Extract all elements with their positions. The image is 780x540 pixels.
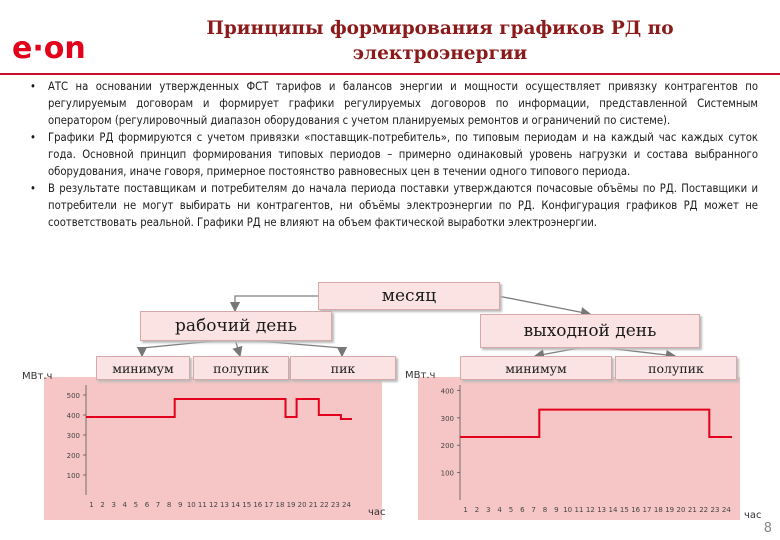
weekend-halfpeak-node: полупик [615,356,737,380]
page-title: Принципы формирования графиков РД по электроэнергии [206,18,674,64]
data-point [499,436,500,437]
data-point [703,409,704,410]
data-point [590,409,591,410]
y-tick-label: 300 [440,414,454,423]
data-point [624,409,625,410]
workday-halfpeak-node: полупик [193,356,289,380]
data-point [124,416,125,417]
data-point [180,398,181,399]
data-point [335,414,336,415]
y-tick-label: 200 [440,442,454,451]
data-point [680,409,681,410]
x-tick-label: 22 [319,501,329,509]
data-point [692,409,693,410]
x-tick-label: 1 [89,501,94,509]
bullet-text: В результате поставщикам и потребителям до начала периода поставки утверждаются почасовые объёмы по РД. Поставщики и потребители не могут выбирать ни контрагентов, ни объёмы электроэнергии по РД. Конфигурация графиков РД может не соответствовать реальной. Графики РД не влияют на объем фактической выработки электроэнергии. [48,182,758,229]
bullet-dot: • [30,80,36,93]
data-point [601,409,602,410]
x-tick-label: 21 [687,506,697,514]
data-point [279,398,280,399]
data-point [113,416,114,417]
data-point [235,398,236,399]
data-point [257,398,258,399]
connector-month-weekend [498,296,590,314]
data-point [578,409,579,410]
x-tick-label: 15 [242,501,252,509]
x-tick-label: 24 [341,501,351,509]
y-tick-label: 400 [66,412,80,420]
bullet-text: Графики РД формируются с учетом привязки «поставщик-потребитель», по типовым периодам и на каждый час каждых суток года. Основной принцип формирования типовых периодов – примерно одинаковый уровень нагрузки и состава выбранного оборудования, иначе говоря, примерное постоянство равновесных цен в течении одного типового периода. [48,131,758,178]
data-point [191,398,192,399]
data-point [476,436,477,437]
x-tick-label: 9 [177,501,183,509]
y-tick-label: 200 [66,452,80,460]
x-tick-label: 11 [574,506,584,514]
workday-node: рабочий день [140,311,332,341]
data-point [213,398,214,399]
y-tick-label: 400 [440,387,454,396]
x-tick-label: 21 [308,501,318,509]
x-tick-label: 19 [665,506,675,514]
x-tick-label: 18 [275,501,285,509]
x-tick-label: 17 [642,506,652,514]
connector-workday-peak [235,339,342,356]
x-tick-label: 10 [186,501,196,509]
series-line [86,399,352,419]
connector-workday-minimum [142,339,235,356]
data-point [135,416,136,417]
workday-peak-node: пик [290,356,396,380]
workday-minimum-node: минимум [96,356,190,380]
x-tick-label: 6 [144,501,150,509]
data-point [290,416,291,417]
x-tick-label: 14 [231,501,241,509]
x-tick-label: 23 [330,501,340,509]
x-tick-label: 16 [253,501,263,509]
x-tick-label: 8 [166,501,172,509]
data-point [302,398,303,399]
x-tick-label: 3 [486,506,491,514]
data-point [465,436,466,437]
weekend-chart [441,385,732,514]
y-tick-label: 100 [66,472,80,480]
data-point [567,409,568,410]
data-point [635,409,636,410]
x-tick-label: 4 [122,501,128,509]
x-tick-label: 24 [721,506,731,514]
x-tick-label: 5 [508,506,514,514]
x-tick-label: 8 [542,506,548,514]
data-point [102,416,103,417]
logo-text: e·on [12,31,86,66]
data-point [268,398,269,399]
month-node: месяц [318,282,500,310]
data-point [612,409,613,410]
x-tick-label: 2 [100,501,105,509]
x-tick-label: 2 [474,506,480,514]
data-point [313,398,314,399]
x-tick-label: 12 [208,501,218,509]
data-point [157,416,158,417]
x-tick-label: 16 [631,506,641,514]
connector-month-workday [235,296,318,311]
data-point [556,409,557,410]
x-tick-label: 9 [554,506,559,514]
x-tick-label: 19 [286,501,296,509]
data-point [533,436,534,437]
x-tick-label: 5 [133,501,139,509]
x-tick-label: 20 [676,506,686,514]
x-tick-label: 18 [653,506,663,514]
data-point [146,416,147,417]
data-point [726,436,727,437]
connector-workday-halfpeak [235,339,240,356]
series-line [460,410,732,437]
x-tick-label: 3 [111,501,116,509]
data-point [488,436,489,437]
data-point [91,416,92,417]
x-tick-label: 20 [297,501,307,509]
x-tick-label: 13 [220,501,230,509]
workday-chart [67,385,352,509]
x-tick-label: 10 [563,506,573,514]
data-point [646,409,647,410]
x-tick-label: 7 [531,506,536,514]
workday-y-unit: МВт.ч [22,371,53,382]
x-tick-label: 7 [155,501,161,509]
x-tick-label: 14 [608,506,618,514]
x-tick-label: 12 [585,506,595,514]
x-tick-label: 22 [699,506,709,514]
data-point [202,398,203,399]
y-tick-label: 100 [440,469,454,478]
bullet-dot: • [30,131,36,144]
data-point [544,409,545,410]
weekend-x-unit: час [744,510,762,521]
x-tick-label: 1 [463,506,468,514]
weekend-y-unit: МВт.ч [405,370,436,381]
data-point [346,418,347,419]
x-tick-label: 4 [497,506,502,514]
x-tick-label: 6 [520,506,525,514]
page-number: 8 [763,521,772,536]
data-point [224,398,225,399]
weekend-node: выходной день [480,314,700,348]
y-tick-label: 500 [66,392,80,400]
data-point [246,398,247,399]
x-tick-label: 17 [264,501,274,509]
bullet-dot: • [30,182,36,195]
weekend-minimum-node: минимум [460,356,612,380]
data-point [169,416,170,417]
workday-x-unit: час [368,507,386,518]
data-point [669,409,670,410]
y-tick-label: 300 [66,432,80,440]
data-point [324,414,325,415]
x-tick-label: 23 [710,506,720,514]
x-tick-label: 11 [197,501,207,509]
x-tick-label: 15 [619,506,629,514]
x-tick-label: 13 [597,506,607,514]
data-point [714,436,715,437]
data-point [510,436,511,437]
data-point [658,409,659,410]
bullet-text: АТС на основании утвержденных ФСТ тарифов и балансов энергии и мощности осуществляет привязку контрагентов по регулируемым договорам и формирует графики регулируемых договоров по информации, представленной Системным оператором (регулировочный диапазон оборудования с учетом планируемых ремонтов и ограничений по системе). [48,80,758,127]
data-point [522,436,523,437]
